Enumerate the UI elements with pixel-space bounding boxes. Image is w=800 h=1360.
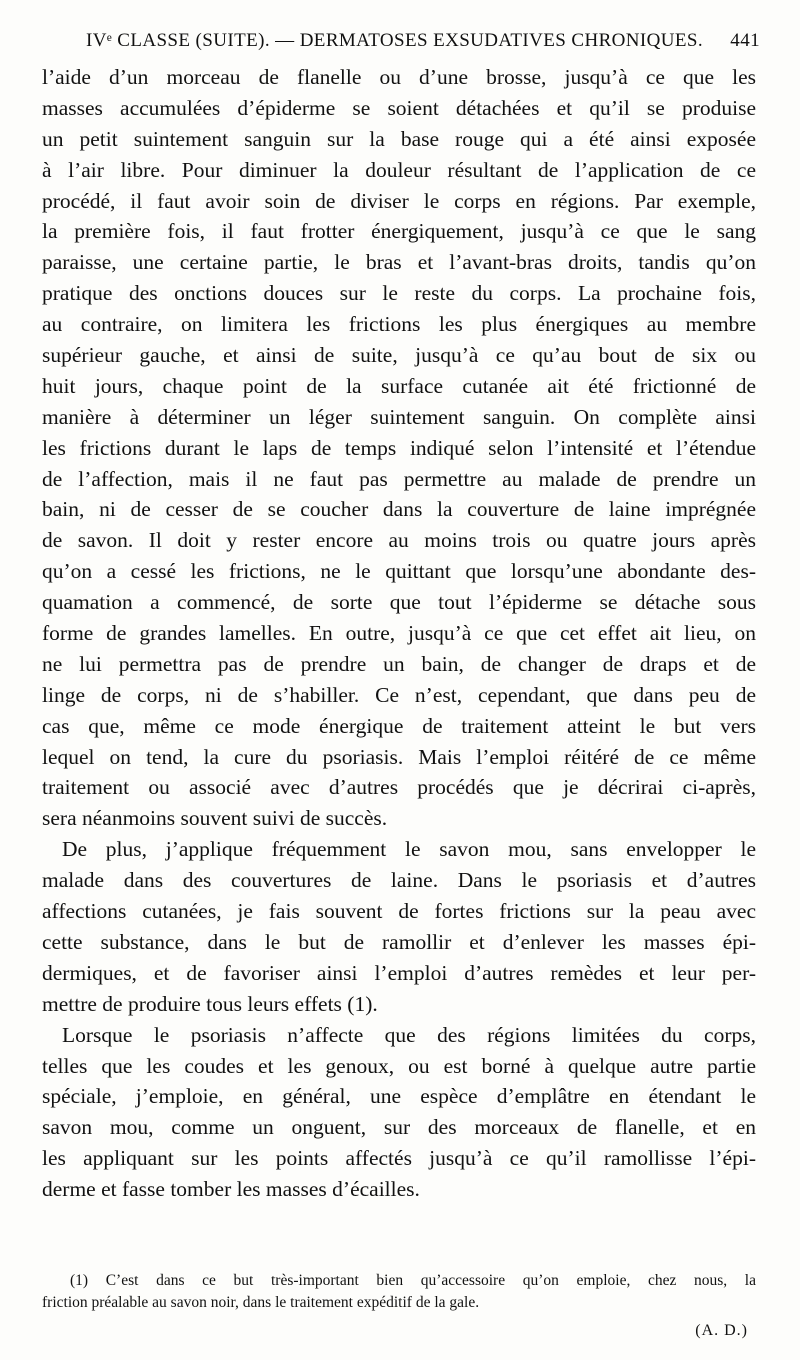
text-line: les frictions durant le laps de temps indiqué selon l’intensité et l’étendue xyxy=(42,435,756,460)
text-line: à l’air libre. Pour diminuer la douleur résultant de l’application de ce xyxy=(42,157,756,182)
text-line: cette substance, dans le but de ramollir et d’enlever les masses épi- xyxy=(42,929,756,954)
text-line: mettre de produire tous leurs effets (1). xyxy=(42,991,378,1016)
text-line: pratique des onctions douces sur le reste du corps. La prochaine fois, xyxy=(42,281,756,306)
text-line: spéciale, j’emploie, en général, une espèce d’emplâtre en étendant le xyxy=(42,1084,756,1109)
text-line: paraisse, une certaine partie, le bras et l’avant-bras droits, tandis qu’on xyxy=(42,250,756,275)
text-line: affections cutanées, je fais souvent de fortes frictions sur la peau avec xyxy=(42,899,756,924)
footnote-line: (1) C’est dans ce but très-important bien qu’accessoire qu’on emploie, chez nous, la xyxy=(70,1272,756,1289)
text-line: la première fois, il faut frotter énergiquement, jusqu’à ce que le sang xyxy=(42,219,756,244)
text-line: cas que, même ce mode énergique de traitement atteint le but vers xyxy=(42,713,756,738)
footnote xyxy=(42,1270,756,1314)
text-line: de l’affection, mais il ne faut pas permettre au malade de prendre un xyxy=(42,466,756,491)
text-line: bain, ni de cesser de se coucher dans la couverture de laine imprégnée xyxy=(42,497,756,522)
text-line: quamation a commencé, de sorte que tout l’épiderme se détache sous xyxy=(42,590,756,615)
footnote-signature: (A. D.) xyxy=(695,1322,748,1339)
text-line: lequel on tend, la cure du psoriasis. Mais l’emploi réitéré de ce même xyxy=(42,744,756,769)
text-line: un petit suintement sanguin sur la base rouge qui a été ainsi exposée xyxy=(42,126,756,151)
text-line: de savon. Il doit y rester encore au moins trois ou quatre jours après xyxy=(42,528,756,553)
body-text xyxy=(42,62,756,1205)
text-line: au contraire, on limitera les frictions les plus énergiques au membre xyxy=(42,312,756,337)
text-line: linge de corps, ni de s’habiller. Ce n’est, cependant, que dans peu de xyxy=(42,682,756,707)
text-line: huit jours, chaque point de la surface cutanée ait été frictionné de xyxy=(42,373,756,398)
text-line: les appliquant sur les points affectés jusqu’à ce qu’il ramollisse l’épi- xyxy=(42,1146,756,1171)
text-line: sera néanmoins souvent suivi de succès. xyxy=(42,806,388,831)
text-line: masses accumulées d’épiderme se soient détachées et qu’il se produise xyxy=(42,95,756,120)
text-line: manière à déterminer un léger suintement sanguin. On complète ainsi xyxy=(42,404,756,429)
text-line: traitement ou associé avec d’autres procédés que je décrirai ci-après, xyxy=(42,775,756,800)
text-line: l’aide d’un morceau de flanelle ou d’une brosse, jusqu’à ce que les xyxy=(42,65,756,89)
text-line: qu’on a cessé les frictions, ne le quittant que lorsqu’une abondante des- xyxy=(42,559,756,584)
text-line: procédé, il faut avoir soin de diviser le corps en régions. Par exemple, xyxy=(42,188,756,213)
text-line: ne lui permettra pas de prendre un bain, de changer de draps et de xyxy=(42,651,756,676)
text-line: dermiques, et de favoriser ainsi l’emploi d’autres remèdes et leur per- xyxy=(42,960,756,985)
text-line: forme de grandes lamelles. En outre, jusqu’à ce que cet effet ait lieu, on xyxy=(42,621,756,646)
text-line: De plus, j’applique fréquemment le savon mou, sans envelopper le xyxy=(62,837,756,862)
text-line: supérieur gauche, et ainsi de suite, jusqu’à ce qu’au bout de six ou xyxy=(42,343,756,368)
text-line: malade dans des couvertures de laine. Dans le psoriasis et d’autres xyxy=(42,868,756,893)
text-line: derme et fasse tomber les masses d’écailles. xyxy=(42,1177,420,1202)
text-line: savon mou, comme un onguent, sur des morceaux de flanelle, et en xyxy=(42,1115,756,1140)
running-header-title: IVᵉ CLASSE (SUITE). — DERMATOSES EXSUDATIVES CHRONIQUES. xyxy=(86,30,704,51)
text-line: Lorsque le psoriasis n’affecte que des régions limitées du corps, xyxy=(62,1022,756,1047)
page-number: 441 xyxy=(730,30,760,51)
text-line: telles que les coudes et les genoux, ou est borné à quelque autre partie xyxy=(42,1053,756,1078)
footnote-line: friction préalable au savon noir, dans le traitement expéditif de la gale. xyxy=(42,1294,480,1311)
running-header xyxy=(86,30,760,60)
